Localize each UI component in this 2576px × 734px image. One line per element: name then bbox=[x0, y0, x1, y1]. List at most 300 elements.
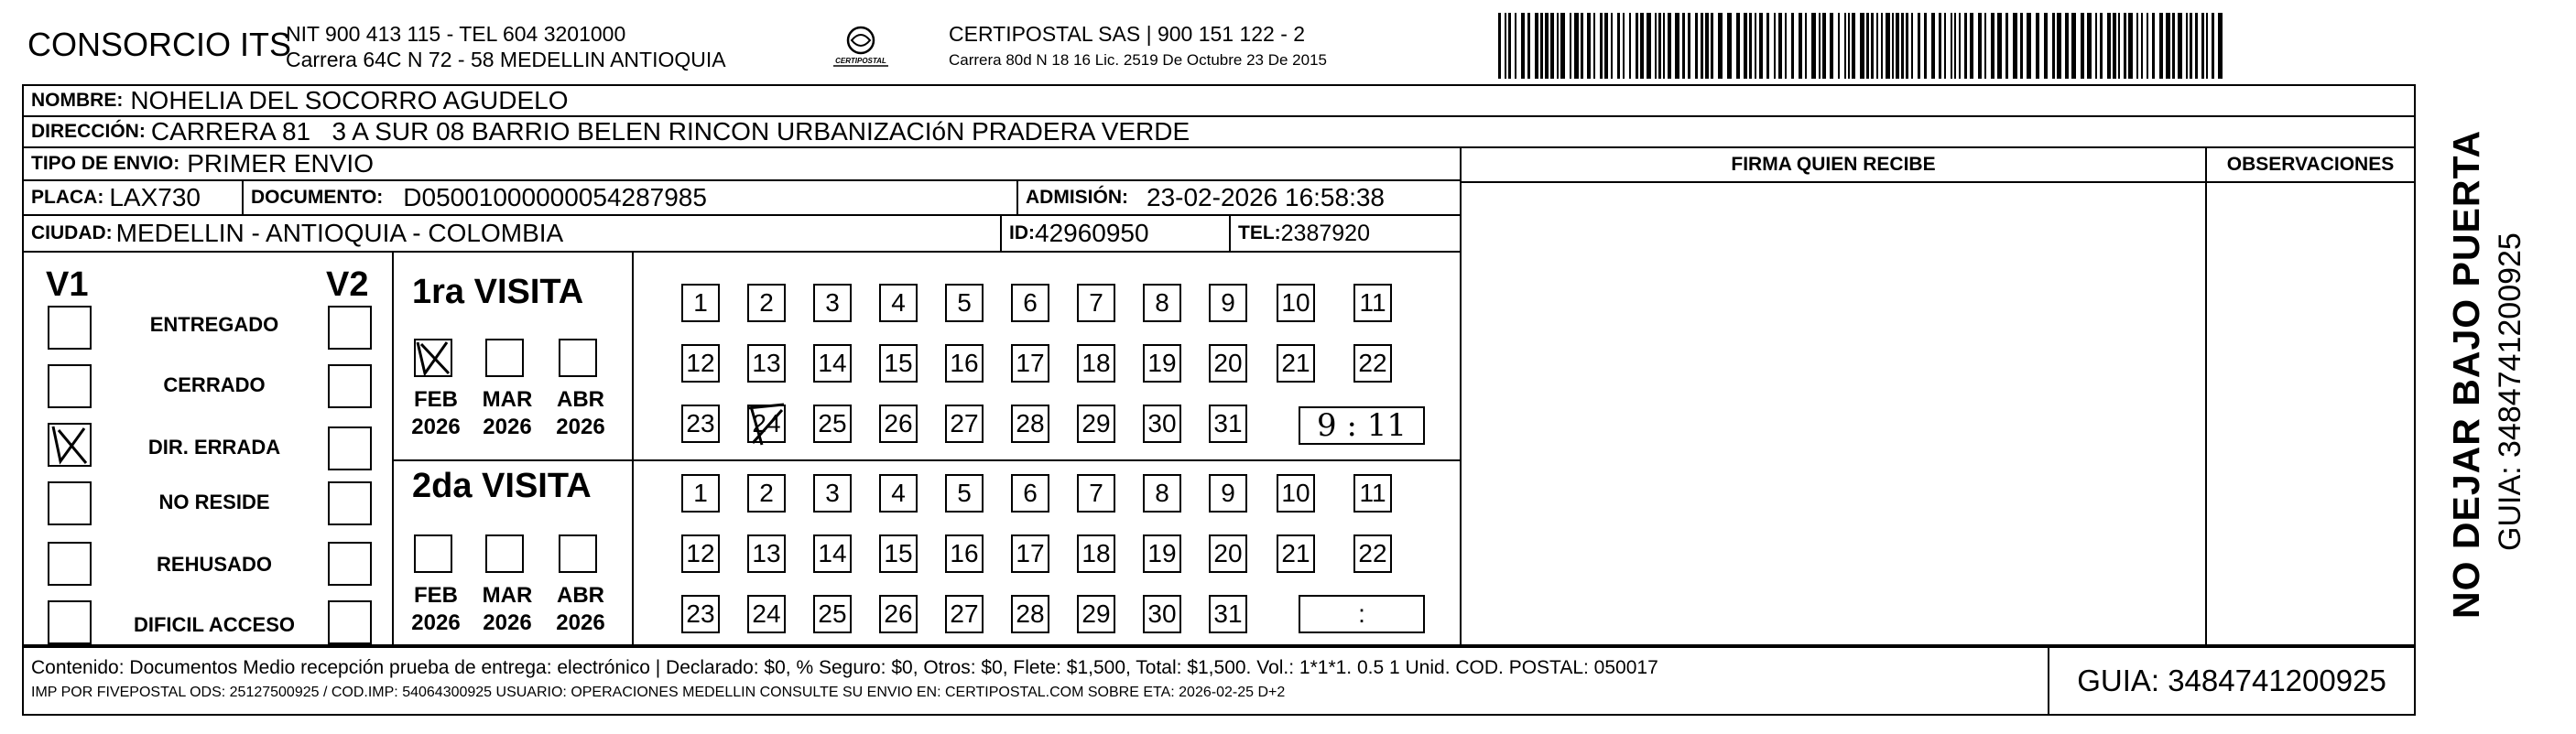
day-number: 30 bbox=[1147, 409, 1177, 437]
footer-guia: GUIA: 3484741200925 bbox=[2077, 664, 2386, 697]
day-number: 22 bbox=[1358, 349, 1387, 377]
second-visit-day-30[interactable] bbox=[1143, 595, 1181, 633]
barcode-bar bbox=[1918, 13, 1920, 79]
firma-header bbox=[1460, 148, 2207, 183]
day-number: 19 bbox=[1147, 349, 1177, 377]
tel-value: 2387920 bbox=[1280, 220, 1370, 246]
tel-label: TEL: bbox=[1238, 222, 1281, 243]
barcode-bar bbox=[2218, 13, 2223, 79]
day-number: 17 bbox=[1016, 539, 1045, 567]
second-visit-day-9[interactable] bbox=[1209, 474, 1247, 513]
barcode-bar bbox=[1727, 13, 1732, 79]
barcode-bar bbox=[1535, 13, 1538, 79]
barcode-bar bbox=[2057, 13, 2061, 79]
v2-checkbox-entregado[interactable] bbox=[328, 306, 372, 350]
barcode-bar bbox=[1844, 13, 1846, 79]
firma-column bbox=[1460, 148, 2207, 646]
first-visit-day-7[interactable] bbox=[1077, 284, 1115, 322]
second-visit-day-31[interactable] bbox=[1209, 595, 1247, 633]
day-number: 27 bbox=[950, 599, 979, 628]
day-number: 8 bbox=[1155, 479, 1169, 507]
day-number: 31 bbox=[1213, 409, 1243, 437]
second-visit-day-1[interactable] bbox=[681, 474, 720, 513]
second-month-abr-checkbox[interactable] bbox=[559, 534, 597, 573]
direccion-value: CARRERA 81 3 A SUR 08 BARRIO BELEN RINCON URBANIZACIóN PRADERA VERDE bbox=[150, 117, 1190, 146]
barcode-bar bbox=[1991, 13, 1994, 79]
second-visit-title: 2da VISITA bbox=[412, 467, 592, 505]
barcode-bar bbox=[1540, 13, 1543, 79]
month-year: 2026 bbox=[411, 415, 461, 439]
day-number: 28 bbox=[1016, 599, 1045, 628]
first-visit-day-8[interactable] bbox=[1143, 284, 1181, 322]
carrier-address: Carrera 80d N 18 16 Lic. 2519 De Octubre 23 De 2015 bbox=[949, 51, 1327, 69]
check-mark-icon bbox=[49, 425, 90, 465]
barcode-bar bbox=[1695, 13, 1698, 79]
first-month-abr-checkbox[interactable] bbox=[559, 339, 597, 377]
first-month-abr-label bbox=[553, 386, 608, 441]
first-visit-day-29[interactable] bbox=[1077, 405, 1115, 443]
barcode-bar bbox=[1964, 13, 1967, 79]
second-visit-day-7[interactable] bbox=[1077, 474, 1115, 513]
reason-rehusado: REHUSADO bbox=[157, 553, 272, 576]
second-month-feb-checkbox[interactable] bbox=[414, 534, 452, 573]
first-visit-day-13[interactable] bbox=[747, 344, 786, 383]
barcode-bar bbox=[2005, 13, 2008, 79]
day-number: 22 bbox=[1358, 539, 1387, 567]
barcode-bar bbox=[1978, 13, 1982, 79]
divider-reasons bbox=[392, 253, 394, 646]
footer-contenido: Contenido: Documentos Medio recepción prueba de entrega: electrónico | Declarado: $0, % Seguro: $0, Otros: $0, Flete: $1,500, Total: $1,500. Vol.: 1*1*1. 0.5 1 Unid. COD. POSTAL: 050017 bbox=[31, 657, 1658, 678]
ciudad-value: MEDELLIN - ANTIOQUIA - COLOMBIA bbox=[115, 219, 564, 247]
v2-checkbox-dir-errada[interactable] bbox=[328, 426, 372, 470]
v2-checkbox-no-reside[interactable] bbox=[328, 481, 372, 525]
first-month-feb-checkbox[interactable] bbox=[414, 339, 452, 377]
company-nit: NIT 900 413 115 - TEL 604 3201000 bbox=[286, 22, 626, 46]
day-number: 2 bbox=[759, 288, 774, 317]
second-visit-day-21[interactable] bbox=[1277, 534, 1315, 573]
day-number: 1 bbox=[693, 288, 708, 317]
row-documento bbox=[244, 181, 1018, 216]
row-ciudad bbox=[24, 216, 1002, 253]
day-number: 6 bbox=[1023, 479, 1038, 507]
first-visit-day-25[interactable] bbox=[813, 405, 852, 443]
second-visit-day-12[interactable] bbox=[681, 534, 720, 573]
barcode-bar bbox=[2081, 13, 2084, 79]
barcode-bar bbox=[1515, 13, 1516, 79]
barcode-bar bbox=[1744, 13, 1747, 79]
admision-label: ADMISIÓN: bbox=[1026, 187, 1128, 208]
firma-label: FIRMA QUIEN RECIBE bbox=[1731, 154, 1936, 175]
first-visit-day-10[interactable] bbox=[1277, 284, 1315, 322]
v1-checkbox-cerrado[interactable] bbox=[48, 364, 92, 408]
day-number: 8 bbox=[1155, 288, 1169, 317]
barcode-bar bbox=[1866, 13, 1869, 79]
second-visit-time: : bbox=[1358, 599, 1365, 628]
first-visit-day-17[interactable] bbox=[1011, 344, 1049, 383]
barcode-bar bbox=[1852, 13, 1855, 79]
id-label: ID: bbox=[1009, 222, 1035, 243]
second-visit-day-17[interactable] bbox=[1011, 534, 1049, 573]
barcode-bar bbox=[2136, 13, 2138, 79]
barcode-bar bbox=[1911, 13, 1913, 79]
barcode-bar bbox=[1811, 13, 1816, 79]
barcode-bar bbox=[1498, 13, 1501, 79]
first-visit-day-6[interactable] bbox=[1011, 284, 1049, 322]
day-number: 18 bbox=[1081, 349, 1111, 377]
carrier-name: CERTIPOSTAL SAS | 900 151 122 - 2 bbox=[949, 22, 1306, 46]
barcode-bar bbox=[1655, 13, 1657, 79]
barcode-bar bbox=[1805, 13, 1807, 79]
placa-label: PLACA: bbox=[31, 187, 104, 208]
barcode-bar bbox=[1527, 13, 1530, 79]
barcode-bar bbox=[2052, 13, 2055, 79]
barcode-bar bbox=[1663, 13, 1665, 79]
barcode-bar bbox=[1736, 13, 1740, 79]
barcode-bar bbox=[2147, 13, 2148, 79]
second-visit-day-15[interactable] bbox=[879, 534, 918, 573]
barcode bbox=[1498, 13, 2231, 79]
placa-value: LAX730 bbox=[109, 183, 201, 211]
footer-imp: IMP POR FIVEPOSTAL ODS: 25127500925 / COD.IMP: 54064300925 USUARIO: OPERACIONES MEDELLIN CONSULTE SU ENVIO EN: CERTIPOSTAL.COM SOBRE ETA: 2026-02-25 D+2 bbox=[31, 685, 1286, 700]
day-number: 15 bbox=[884, 539, 913, 567]
day-number: 26 bbox=[884, 409, 913, 437]
first-visit-day-21[interactable] bbox=[1277, 344, 1315, 383]
day-number: 23 bbox=[686, 409, 715, 437]
barcode-bar bbox=[2100, 13, 2103, 79]
barcode-bar bbox=[2186, 13, 2188, 79]
v2-label: V2 bbox=[326, 265, 369, 304]
day-number: 27 bbox=[950, 409, 979, 437]
barcode-bar bbox=[2107, 13, 2111, 79]
barcode-bar bbox=[1959, 13, 1961, 79]
barcode-bar bbox=[1848, 13, 1850, 79]
barcode-bar bbox=[1604, 13, 1608, 79]
barcode-bar bbox=[1640, 13, 1644, 79]
barcode-bar bbox=[2212, 13, 2214, 79]
day-number: 3 bbox=[825, 288, 840, 317]
day-number: 31 bbox=[1213, 599, 1243, 628]
day-number: 7 bbox=[1089, 288, 1103, 317]
day-number: 21 bbox=[1281, 349, 1310, 377]
id-value: 42960950 bbox=[1035, 219, 1149, 247]
second-visit-day-13[interactable] bbox=[747, 534, 786, 573]
barcode-bar bbox=[2206, 13, 2208, 79]
barcode-bar bbox=[1617, 13, 1620, 79]
day-number: 11 bbox=[1359, 479, 1386, 507]
second-visit-day-3[interactable] bbox=[813, 474, 852, 513]
barcode-bar bbox=[1766, 13, 1769, 79]
second-visit-day-8[interactable] bbox=[1143, 474, 1181, 513]
day-number: 5 bbox=[957, 288, 972, 317]
day-number: 10 bbox=[1281, 288, 1310, 317]
day-number: 26 bbox=[884, 599, 913, 628]
first-visit-day-12[interactable] bbox=[681, 344, 720, 383]
month-year: 2026 bbox=[483, 610, 532, 635]
day-number: 5 bbox=[957, 479, 972, 507]
first-visit-day-1[interactable] bbox=[681, 284, 720, 322]
month-year: 2026 bbox=[556, 610, 605, 635]
check-mark-icon bbox=[744, 399, 791, 450]
first-visit-day-31[interactable] bbox=[1209, 405, 1247, 443]
second-visit-day-4[interactable] bbox=[879, 474, 918, 513]
first-month-mar-checkbox[interactable] bbox=[485, 339, 524, 377]
second-visit-day-22[interactable] bbox=[1353, 534, 1392, 573]
barcode-bar bbox=[1896, 13, 1899, 79]
second-visit-day-25[interactable] bbox=[813, 595, 852, 633]
day-number: 17 bbox=[1016, 349, 1045, 377]
v1-checkbox-no-reside[interactable] bbox=[48, 481, 92, 525]
barcode-bar bbox=[2159, 13, 2163, 79]
first-visit-time-box[interactable] bbox=[1299, 406, 1425, 445]
day-number: 29 bbox=[1081, 409, 1111, 437]
first-visit-day-27[interactable] bbox=[945, 405, 984, 443]
second-visit-time-box[interactable] bbox=[1299, 595, 1425, 633]
month-name: ABR bbox=[557, 387, 604, 412]
barcode-bar bbox=[1871, 13, 1874, 79]
barcode-bar bbox=[1574, 13, 1579, 79]
first-visit-day-2[interactable] bbox=[747, 284, 786, 322]
reason-dir-errada: DIR. ERRADA bbox=[147, 436, 281, 459]
barcode-bar bbox=[1508, 13, 1511, 79]
documento-value: D05001000000054287985 bbox=[403, 183, 707, 211]
side-warning: NO DEJAR BAJO PUERTA bbox=[2445, 129, 2487, 619]
day-number: 24 bbox=[752, 599, 781, 628]
day-number: 16 bbox=[950, 539, 979, 567]
first-visit-day-18[interactable] bbox=[1077, 344, 1115, 383]
divider-visits bbox=[392, 459, 1460, 461]
month-name: FEB bbox=[414, 583, 458, 608]
day-number: 11 bbox=[1359, 288, 1386, 317]
day-number: 15 bbox=[884, 349, 913, 377]
second-visit-day-19[interactable] bbox=[1143, 534, 1181, 573]
first-visit-day-22[interactable] bbox=[1353, 344, 1392, 383]
barcode-bar bbox=[1587, 13, 1591, 79]
v2-checkbox-rehusado[interactable] bbox=[328, 542, 372, 586]
barcode-bar bbox=[1647, 13, 1651, 79]
first-visit-day-15[interactable] bbox=[879, 344, 918, 383]
barcode-bar bbox=[1557, 13, 1559, 79]
barcode-bar bbox=[1791, 13, 1794, 79]
barcode-bar bbox=[1581, 13, 1583, 79]
certipostal-logo bbox=[824, 20, 897, 75]
first-visit-day-19[interactable] bbox=[1143, 344, 1181, 383]
second-visit-day-29[interactable] bbox=[1077, 595, 1115, 633]
row-tipo bbox=[24, 148, 1460, 181]
barcode-bar bbox=[1682, 13, 1685, 79]
v1-checkbox-dificil-acceso[interactable] bbox=[48, 600, 92, 644]
barcode-bar bbox=[2044, 13, 2048, 79]
second-visit-day-23[interactable] bbox=[681, 595, 720, 633]
day-number: 9 bbox=[1221, 479, 1235, 507]
first-visit-time: 9 : 11 bbox=[1317, 407, 1407, 444]
barcode-bar bbox=[1668, 13, 1671, 79]
day-number: 12 bbox=[686, 349, 715, 377]
day-number: 18 bbox=[1081, 539, 1111, 567]
first-visit-day-23[interactable] bbox=[681, 405, 720, 443]
first-visit-day-30[interactable] bbox=[1143, 405, 1181, 443]
barcode-bar bbox=[1611, 13, 1613, 79]
divider-months bbox=[632, 253, 634, 646]
day-number: 21 bbox=[1281, 539, 1310, 567]
day-number: 24 bbox=[752, 409, 781, 437]
ciudad-label: CIUDAD: bbox=[31, 222, 113, 243]
day-number: 28 bbox=[1016, 409, 1045, 437]
barcode-bar bbox=[1505, 13, 1506, 79]
barcode-bar bbox=[2190, 13, 2192, 79]
barcode-bar bbox=[1658, 13, 1661, 79]
tipo-label: TIPO DE ENVIO: bbox=[31, 153, 180, 174]
direccion-label: DIRECCIÓN: bbox=[31, 121, 146, 142]
barcode-bar bbox=[1876, 13, 1878, 79]
barcode-bar bbox=[2195, 13, 2198, 79]
barcode-bar bbox=[1778, 13, 1782, 79]
day-number: 30 bbox=[1147, 599, 1177, 628]
barcode-bar bbox=[1931, 13, 1935, 79]
day-number: 20 bbox=[1213, 539, 1243, 567]
nombre-value: NOHELIA DEL SOCORRO AGUDELO bbox=[130, 86, 569, 114]
barcode-bar bbox=[2166, 13, 2170, 79]
first-visit-day-24[interactable] bbox=[747, 405, 786, 443]
barcode-bar bbox=[2027, 13, 2031, 79]
first-visit-day-20[interactable] bbox=[1209, 344, 1247, 383]
barcode-bar bbox=[1749, 13, 1752, 79]
second-visit-day-11[interactable] bbox=[1353, 474, 1392, 513]
second-visit-day-6[interactable] bbox=[1011, 474, 1049, 513]
barcode-bar bbox=[2128, 13, 2133, 79]
v1-checkbox-dir-errada[interactable] bbox=[48, 423, 92, 467]
barcode-bar bbox=[1759, 13, 1763, 79]
month-name: MAR bbox=[482, 583, 533, 608]
reason-no-reside: NO RESIDE bbox=[158, 491, 270, 513]
barcode-bar bbox=[1688, 13, 1690, 79]
v2-checkbox-cerrado[interactable] bbox=[328, 364, 372, 408]
second-visit-day-28[interactable] bbox=[1011, 595, 1049, 633]
first-visit-day-11[interactable] bbox=[1353, 284, 1392, 322]
second-month-feb-label bbox=[408, 582, 463, 637]
logo-text: CERTIPOSTAL bbox=[835, 57, 886, 65]
row-id bbox=[1002, 216, 1231, 253]
row-placa bbox=[24, 181, 244, 216]
reason-dificil-acceso: DIFICIL ACCESO bbox=[133, 613, 295, 636]
month-name: ABR bbox=[557, 583, 604, 608]
company-address: Carrera 64C N 72 - 58 MEDELLIN ANTIOQUIA bbox=[286, 48, 726, 71]
day-number: 2 bbox=[759, 479, 774, 507]
first-visit-day-9[interactable] bbox=[1209, 284, 1247, 322]
barcode-bar bbox=[1819, 13, 1821, 79]
second-visit-day-26[interactable] bbox=[879, 595, 918, 633]
second-visit-day-24[interactable] bbox=[747, 595, 786, 633]
month-name: FEB bbox=[414, 387, 458, 412]
month-year: 2026 bbox=[483, 415, 532, 439]
barcode-bar bbox=[2124, 13, 2126, 79]
second-visit-day-18[interactable] bbox=[1077, 534, 1115, 573]
row-nombre bbox=[24, 86, 2414, 117]
barcode-bar bbox=[1636, 13, 1638, 79]
v1-label: V1 bbox=[46, 265, 89, 304]
v1-checkbox-rehusado[interactable] bbox=[48, 542, 92, 586]
barcode-bar bbox=[1838, 13, 1840, 79]
day-number: 7 bbox=[1089, 479, 1103, 507]
first-visit-day-4[interactable] bbox=[879, 284, 918, 322]
barcode-bar bbox=[2095, 13, 2097, 79]
barcode-bar bbox=[2113, 13, 2116, 79]
barcode-bar bbox=[2178, 13, 2182, 79]
barcode-bar bbox=[1545, 13, 1549, 79]
barcode-bar bbox=[1997, 13, 2002, 79]
first-visit-day-16[interactable] bbox=[945, 344, 984, 383]
barcode-bar bbox=[2087, 13, 2092, 79]
first-visit-day-26[interactable] bbox=[879, 405, 918, 443]
day-number: 20 bbox=[1213, 349, 1243, 377]
day-number: 6 bbox=[1023, 288, 1038, 317]
barcode-bar bbox=[1675, 13, 1679, 79]
admision-value: 23-02-2026 16:58:38 bbox=[1147, 183, 1385, 211]
row-direccion bbox=[24, 117, 2414, 148]
second-visit-day-5[interactable] bbox=[945, 474, 984, 513]
row-tel bbox=[1231, 216, 1460, 253]
barcode-bar bbox=[1623, 13, 1625, 79]
barcode-bar bbox=[1906, 13, 1908, 79]
company-name: CONSORCIO ITS bbox=[27, 26, 292, 63]
day-number: 23 bbox=[686, 599, 715, 628]
barcode-bar bbox=[2201, 13, 2204, 79]
v2-checkbox-dificil-acceso[interactable] bbox=[328, 600, 372, 644]
day-number: 13 bbox=[752, 349, 781, 377]
barcode-bar bbox=[1881, 13, 1883, 79]
barcode-bar bbox=[1550, 13, 1554, 79]
barcode-bar bbox=[2036, 13, 2039, 79]
v1-checkbox-entregado[interactable] bbox=[48, 306, 92, 350]
barcode-bar bbox=[1901, 13, 1904, 79]
barcode-bar bbox=[1755, 13, 1756, 79]
barcode-bar bbox=[1984, 13, 1986, 79]
barcode-bar bbox=[2141, 13, 2143, 79]
barcode-bar bbox=[1718, 13, 1723, 79]
barcode-bar bbox=[1860, 13, 1864, 79]
second-visit-day-20[interactable] bbox=[1209, 534, 1247, 573]
footer-bottom-line bbox=[22, 646, 2416, 716]
second-visit-day-14[interactable] bbox=[813, 534, 852, 573]
second-visit-day-2[interactable] bbox=[747, 474, 786, 513]
day-number: 14 bbox=[818, 349, 847, 377]
reason-entregado: ENTREGADO bbox=[149, 313, 279, 336]
first-month-mar-label bbox=[480, 386, 535, 441]
barcode-bar bbox=[1711, 13, 1713, 79]
reason-cerrado: CERRADO bbox=[163, 373, 266, 396]
second-visit-day-16[interactable] bbox=[945, 534, 984, 573]
second-visit-day-27[interactable] bbox=[945, 595, 984, 633]
barcode-bar bbox=[1951, 13, 1952, 79]
first-month-feb-label bbox=[408, 386, 463, 441]
barcode-bar bbox=[1593, 13, 1595, 79]
first-visit-day-28[interactable] bbox=[1011, 405, 1049, 443]
first-visit-day-3[interactable] bbox=[813, 284, 852, 322]
barcode-bar bbox=[2013, 13, 2017, 79]
barcode-bar bbox=[1954, 13, 1956, 79]
day-number: 13 bbox=[752, 539, 781, 567]
day-number: 10 bbox=[1281, 479, 1310, 507]
second-month-mar-checkbox[interactable] bbox=[485, 534, 524, 573]
second-visit-day-10[interactable] bbox=[1277, 474, 1315, 513]
barcode-bar bbox=[2118, 13, 2120, 79]
day-number: 25 bbox=[818, 409, 847, 437]
observaciones-label: OBSERVACIONES bbox=[2226, 154, 2395, 175]
barcode-bar bbox=[1785, 13, 1787, 79]
first-visit-day-14[interactable] bbox=[813, 344, 852, 383]
day-number: 4 bbox=[891, 288, 906, 317]
first-visit-day-5[interactable] bbox=[945, 284, 984, 322]
month-name: MAR bbox=[482, 387, 533, 412]
